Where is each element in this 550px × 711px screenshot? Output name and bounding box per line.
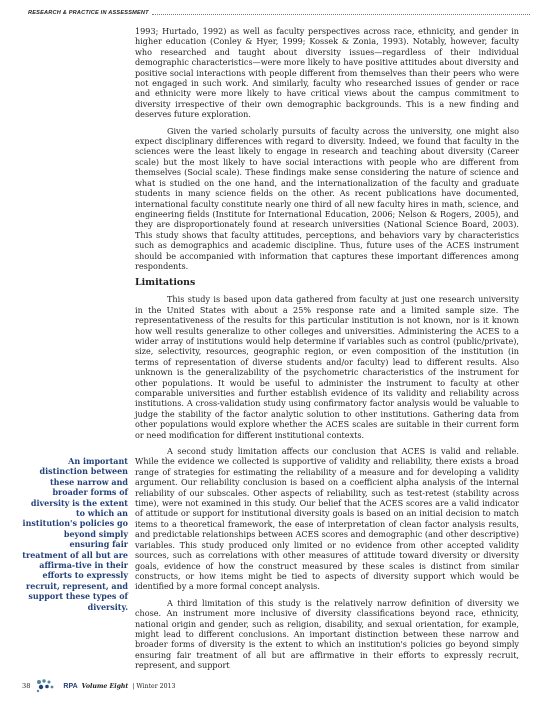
paragraph: Given the varied scholarly pursuits of faculty across the university, one might also expect disciplinary differences with regard to diversity. Indeed, we found that faculty in the sciences were the least likely to engage in research and teaching about diversity (Career scale) but the most likely to have social interactions with people who are different from themselves (Social scale). These findings make sense considering the nature of science and what is studied on the one hand, and the internationalization of the faculty and graduate students in many science fields on the other. As recent publications have documented, international faculty constitute nearly one third of all new faculty hires in math, science, and engineering fields (Institute for International Education, 2006; Nelson & Rogers, 2005), and they are disproportionately found at research universities (National Science Board, 2003). This study shows that faculty attitudes, perceptions, and behaviors vary by characteristics such as demographics and academic discipline. Thus, future uses of the ACES instrument should be accompanied with information that captures these important differences among respondents. [135, 125, 519, 271]
footer-separator: | [132, 682, 135, 690]
volume-label: Volume Eight [81, 682, 129, 690]
paragraph: This study is based upon data gathered from faculty at just one research university in the United States with about a 25% response rate and a limited sample size. The representativeness of the results for this particular institution is not known, nor is it known how well results generalize to other colleges and universities. Administering the ACES to a wider array of institutions would help determine if variables such as control (public/private), size, selectivity, resources, geographic region, or even composition of the institution (in terms of representation of diverse students and/or faculty) lead to different results. Also unknown is the generalizability of the psychometric characteristics of the instrument for other populations. It would be useful to administer the instrument to faculty at other comparable universities and further establish evidence of its validity and reliability across institutions. A cross-validation study using confirmatory factor analysis would be valuable to judge the stability of the factor analytic solution to other institutions. Gathering data from other populations would explore whether the ACES scales are suitable in their current form or need modification for different institutional contexts. [135, 294, 519, 440]
header-dotted-rule [152, 14, 530, 15]
article-body [135, 26, 519, 677]
paragraph: A third limitation of this study is the relatively narrow definition of diversity we chose. An instrument more inclusive of diversity classifications beyond race, ethnicity, national origin and gender, such as religion, disability, and sexual orientation, for example, might lead to different conclusions. An important distinction between these narrow and broader forms of diversity is the extent to which an institution's policies go beyond simply ensuring fair treatment of all but are affirmative in their efforts to expressly recruit, represent, and support [135, 597, 519, 671]
running-head: RESEARCH & PRACTICE IN ASSESSMENT [28, 10, 149, 16]
paragraph: 1993; Hurtado, 1992) as well as faculty perspectives across race, ethnicity, and gender in higher education (Conley & Hyer, 1999; Kossek & Zonia, 1993). Notably, however, faculty who researched and taught about diversity issues—regardless of their individual demographic characteristics—were more likely to have positive attitudes about diversity and positive social interactions with people different from themselves than their peers who were not engaged in such work. And similarly, faculty who researched issues of gender or race and ethnicity were more likely to have critical views about the campus commitment to diversity irrespective of their own demographic backgrounds. This is a new finding and deserves future exploration. [135, 26, 519, 120]
rpa-logo-icon [35, 679, 59, 693]
rpa-logo [35, 679, 59, 693]
page-number: 38 [22, 682, 31, 690]
section-heading-limitations: Limitations [135, 277, 196, 289]
issue-label: Winter 2013 [136, 682, 176, 690]
page-footer [22, 679, 175, 693]
paragraph: A second study limitation affects our conclusion that ACES is valid and reliable. While the evidence we collected is supportive of validity and reliability, there exists a broad range of strategies for estimating the reliability of a measure and for developing a validity argument. Our reliability conclusion is based on a coefficient alpha analysis of the internal reliability of our subscales. Other aspects of reliability, such as test-retest (stability across time), were not examined in this study. Our belief that the ACES scores are a valid indicator of attitude or support for institutional diversity goals is based on an initial decision to match items to a theoretical framework, the ease of interpretation of clean factor analysis results, and predictable relationships between ACES scores and demographic (and other descriptive) variables. This study produced only limited or no evidence from other accepted validity sources, such as correlations with other measures of attitude toward diversity or diversity goals, evidence of how the construct measured by these scales is distinct from similar constructs, or how items might be tied to aspects of diversity support which would be identified by a more formal concept analysis. [135, 446, 519, 592]
journal-abbrev: RPA [63, 682, 78, 690]
pull-quote: An important distinction between these narrow and broader forms of diversity is the extent to which an institution's policies go beyond simply ensuring fair treatment of all but are affirma-tive in their efforts to expressly recruit, represent, and support these types of diversity. [22, 456, 128, 612]
